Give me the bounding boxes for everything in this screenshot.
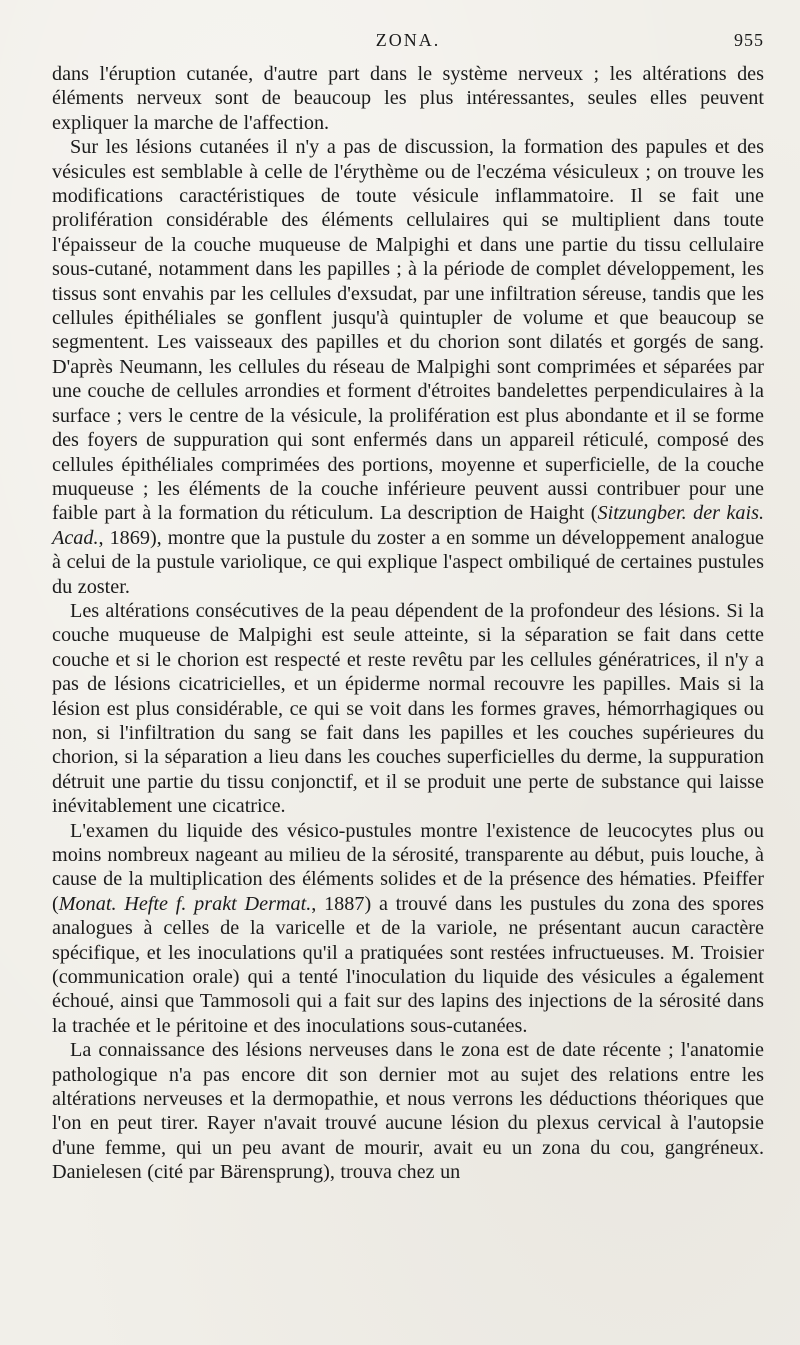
paragraph-3-text: Les altérations consécutives de la peau dépendent de la profondeur des lésions. Si la couche muqueuse de Malpighi est seule atteinte, si la séparation se fait dans cette couche et si le chorion est respecté et reste revêtu par les cellules génératrices, il n'y a pas de lésions cicatricielles, et un épiderme normal recouvre les papilles. Mais si la lésion est plus considérable, ce qui se voit dans les formes graves, hémorrhagiques ou non, si l'infiltration du sang se fait dans les papilles et les couches supérieures du chorion, si la séparation a lieu dans les couches superficielles du derme, la suppuration détruit une partie du tissu conjonctif, et il se produit une perte de substance qui laisse inévitablement une cicatrice. [52,599,764,818]
paragraph-4-text-end: , 1887) a trouvé dans les pustules du zona des spores analogues à celles de la varicelle et de la variole, ne présentant aucun caractère spécifique, et les inoculations qu'il a pratiquées sont restées infructueuses. M. Troisier (communication orale) qui a tenté l'inoculation du liquide des vésicules a également échoué, ainsi que Tammosoli qui a fait sur des lapins des injections de la sérosité dans la trachée et le péritoine et des inoculations sous-cutanées. [52,892,764,1037]
paragraph-1 [52,62,764,135]
paragraph-3 [52,599,764,819]
paragraph-1-text: dans l'éruption cutanée, d'autre part dans le système nerveux ; les altérations des éléments nerveux sont de beaucoup les plus intéressantes, seules elles peuvent expliquer la marche de l'affection. [52,63,764,134]
page-number: 955 [734,30,764,50]
paragraph-2 [52,135,764,599]
page-header [52,30,764,60]
paragraph-4-text: L'examen du liquide des vésico-pustules montre l'existence de leucocytes plus ou moins nombreux nageant au milieu de la sérosité, transparente au début, puis louche, à cause de la multiplication des éléments solides et de la présence des hématies. Pfeiffer ( [52,819,764,915]
paragraph-2-text-end: , 1869), montre que la pustule du zoster a en somme un développement analogue à celui de la pustule variolique, ce qui explique l'aspect ombiliqué de certaines pustules du zoster. [52,526,764,598]
paragraph-4 [52,819,764,1039]
paragraph-5-text: La connaissance des lésions nerveuses dans le zona est de date récente ; l'anatomie pathologique n'a pas encore dit son dernier mot au sujet des relations entre les altérations nerveuses et la dermopathie, et nous verrons les déductions théoriques que l'on en peut tirer. Rayer n'avait trouvé aucune lésion du plexus cervical à l'autopsie d'une femme, qui un peu avant de mourir, avait eu un zona du cou, gangréneux. Danielesen (cité par Bärensprung), trouva chez un [52,1039,764,1184]
paragraph-5 [52,1038,764,1184]
page-body [52,62,764,1185]
paragraph-2-citation: Sitzungber. der kais. Acad. [52,502,764,549]
paragraph-4-citation: Monat. Hefte f. prakt Dermat. [58,892,312,915]
paragraph-2-text: Sur les lésions cutanées il n'y a pas de discussion, la formation des papules et des vésicules est semblable à celle de l'érythème ou de l'eczéma vésiculeux ; on trouve les modifications caractéristiques de toute vésicule inflammatoire. Il se fait une prolifération considérable des éléments cellulaires qui se multiplient dans toute l'épaisseur de la couche muqueuse de Malpighi et dans une partie du tissu cellulaire sous-cutané, notamment dans les papilles ; à la période de complet développement, les tissus sont envahis par les cellules d'exsudat, par une infiltration séreuse, tandis que les cellules épithéliales se gonflent jusqu'à quintupler de volume et que beaucoup se segmentent. Les vaisseaux des papilles et du chorion sont dilatés et gorgés de sang. D'après Neumann, les cellules du réseau de Malpighi sont comprimées et séparées par une couche de cellules arrondies et forment d'étroites bandelettes perpendiculaires à la surface ; vers le centre de la vésicule, la prolifération est plus abondante et il se forme des foyers de suppuration qui sont enfermés dans un appareil réticulé, composé des cellules épithéliales comprimées des portions, moyenne et superficielle, de la couche muqueuse ; les éléments de la couche inférieure peuvent aussi contribuer pour une faible part à la formation du réticulum. La description de Haight ( [52,136,764,525]
running-head: ZONA. [375,30,441,50]
